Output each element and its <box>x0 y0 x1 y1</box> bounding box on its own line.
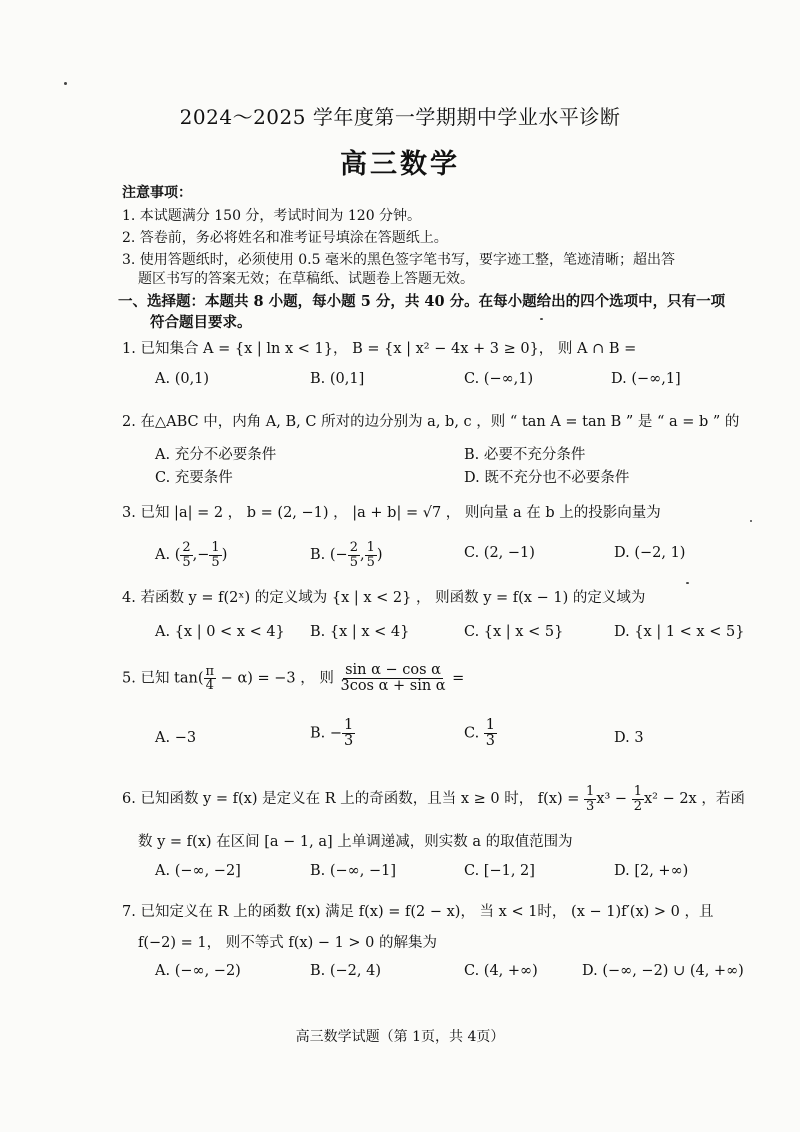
q6-option-d: D. [2, +∞) <box>614 863 689 879</box>
q6-option-b: B. (−∞, −1] <box>310 863 397 879</box>
q7-option-d: D. (−∞, −2) ∪ (4, +∞) <box>582 963 744 979</box>
q5-option-c: C. $\frac{1}{3}$ <box>464 717 496 750</box>
q4-option-c: C. {x | x < 5} <box>464 624 564 640</box>
q3-option-c: C. (2, −1) <box>464 545 535 561</box>
note-item: 3. 使用答题纸时，必须使用 0.5 毫米的黑色签字笔书写，要字迹工整，笔迹清晰；超出答 <box>122 252 675 268</box>
q3-option-b: B. (− $\frac{2}{5}$ , $\frac{1}{5}$ ) <box>310 540 383 570</box>
q2-option-c: C. 充要条件 <box>155 470 233 486</box>
q4-option-b: B. {x | x < 4} <box>310 624 410 640</box>
q7-option-c: C. (4, +∞) <box>464 963 538 979</box>
exam-title: 2024～2025 学年度第一学期期中学业水平诊断 <box>179 105 621 129</box>
question-7: 7. 已知定义在 R 上的函数 f(x) 满足 f(x) = f(2 − x)， 当 x < 1时， (x − 1)f′(x) > 0 ，且 <box>122 904 714 920</box>
question-6-cont: 数 y = f(x) 在区间 [a − 1, a] 上单调递减，则实数 a 的取值范围为 <box>138 834 573 850</box>
scan-speck <box>750 520 752 522</box>
subject-title: 高三数学 <box>340 149 460 180</box>
q5-option-d: D. 3 <box>614 730 644 746</box>
question-2: 2. 在△ABC 中，内角 A, B, C 所对的边分别为 a, b, c ，则 “ tan A = tan B ” 是 “ a = b ” 的 <box>122 414 740 430</box>
question-5: 5. 已知 tan( $\frac{\pi}{4}$ − α) = −3 ， 则 $\frac{\text{sin α − cos α}}{\text{3cos α + sin α}}$ = <box>122 662 465 695</box>
question-6: 6. 已知函数 y = f(x) 是定义在 R 上的奇函数，且当 x ≥ 0 时， f(x) = $\frac{1}{3}$ x³ − $\frac{1}{2}$ x² − 2x ，若函 <box>122 784 745 814</box>
q2-option-d: D. 既不充分也不必要条件 <box>464 470 630 486</box>
q1-option-d: D. (−∞,1] <box>611 371 681 387</box>
question-4: 4. 若函数 y = f(2ˣ) 的定义域为 {x | x < 2} ， 则函数 y = f(x − 1) 的定义域为 <box>122 590 646 606</box>
section-heading-cont: 符合题目要求。 <box>150 314 252 331</box>
q4-option-a: A. {x | 0 < x < 4} <box>155 624 285 640</box>
question-7-cont: f(−2) = 1， 则不等式 f(x) − 1 > 0 的解集为 <box>138 935 438 951</box>
question-3: 3. 已知 |a| = 2 ， b = (2, −1) ， |a + b| = √7 ， 则向量 a 在 b 上的投影向量为 <box>122 505 661 521</box>
q3-option-d: D. (−2, 1) <box>614 545 686 561</box>
q4-option-d: D. {x | 1 < x < 5} <box>614 624 745 640</box>
q3-option-a: A. ( $\frac{2}{5}$ ,− $\frac{1}{5}$ ) <box>155 540 228 570</box>
scan-speck <box>540 318 543 320</box>
q6-option-c: C. [−1, 2] <box>464 863 535 879</box>
q2-option-a: A. 充分不必要条件 <box>155 447 277 463</box>
q1-option-c: C. (−∞,1) <box>464 371 534 387</box>
note-item: 1. 本试题满分 150 分，考试时间为 120 分钟。 <box>122 208 422 224</box>
scan-speck <box>64 82 67 85</box>
page-footer: 高三数学试题（第 1页，共 4页） <box>295 1029 505 1045</box>
note-item: 2. 答卷前，务必将姓名和准考证号填涂在答题纸上。 <box>122 230 448 246</box>
q5-option-b: B. − $\frac{1}{3}$ <box>310 717 354 750</box>
scan-speck <box>686 582 689 584</box>
q1-option-b: B. (0,1] <box>310 371 365 387</box>
q1-option-a: A. (0,1) <box>155 371 210 387</box>
section-heading: 一、选择题：本题共 8 小题，每小题 5 分，共 40 分。在每小题给出的四个选项中，只有一项 <box>118 293 726 310</box>
q2-option-b: B. 必要不充分条件 <box>464 447 586 463</box>
question-1: 1. 已知集合 A = {x | ln x < 1}， B = {x | x² − 4x + 3 ≥ 0}， 则 A ∩ B = <box>122 341 637 357</box>
q7-option-a: A. (−∞, −2) <box>155 963 241 979</box>
q7-option-b: B. (−2, 4) <box>310 963 382 979</box>
notes-heading: 注意事项： <box>122 185 192 201</box>
q5-option-a: A. −3 <box>155 730 197 746</box>
note-item: 题区书写的答案无效；在草稿纸、试题卷上答题无效。 <box>138 271 474 287</box>
q6-option-a: A. (−∞, −2] <box>155 863 241 879</box>
